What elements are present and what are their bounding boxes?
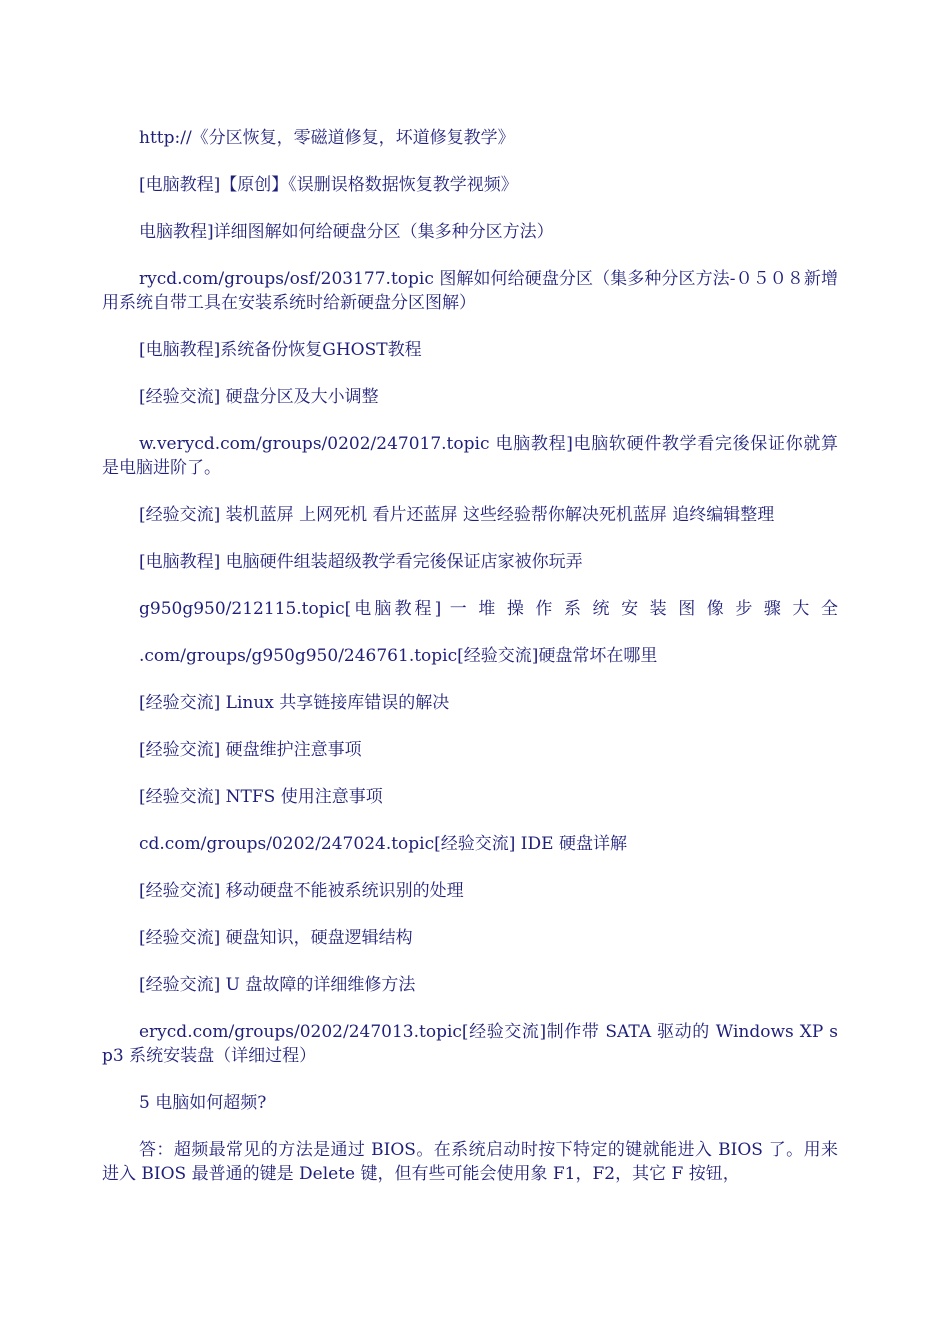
paragraph-5: [电脑教程]系统备份恢复GHOST教程 <box>139 340 422 360</box>
paragraph-12: [经验交流] Linux 共享链接库错误的解决 <box>139 693 450 713</box>
paragraph-19: erycd.com/groups/0202/247013.topic[经验交流]制作带 SATA 驱动的 Windows XP sp3 系统安装盘（详细过程） <box>102 1022 838 1066</box>
paragraph-6: [经验交流] 硬盘分区及大小调整 <box>139 387 379 407</box>
paragraph-3: 电脑教程]详细图解如何给硬盘分区（集多种分区方法） <box>139 222 554 242</box>
paragraph-11: .com/groups/g950g950/246761.topic[经验交流]硬盘常坏在哪里 <box>139 646 658 666</box>
paragraph-7: w.verycd.com/groups/0202/247017.topic 电脑教程]电脑软硬件教学看完後保证你就算是电脑进阶了。 <box>102 434 838 478</box>
paragraph-15: cd.com/groups/0202/247024.topic[经验交流] IDE 硬盘详解 <box>139 834 627 854</box>
paragraph-2: [电脑教程]【原创】《误删误格数据恢复教学视频》 <box>139 175 518 195</box>
paragraph-8: [经验交流] 装机蓝屏 上网死机 看片还蓝屏 这些经验帮你解决死机蓝屏 追终编辑整理 <box>139 505 775 525</box>
paragraph-1: http://《分区恢复，零磁道修复，坏道修复教学》 <box>139 128 515 148</box>
paragraph-17: [经验交流] 硬盘知识，硬盘逻辑结构 <box>139 928 413 948</box>
paragraph-10: g950g950/212115.topic[电脑教程] 一 堆 操 作 系 统 安 装 图 像 步 骤 大 全 <box>139 599 838 619</box>
paragraph-18: [经验交流] U 盘故障的详细维修方法 <box>139 975 416 995</box>
paragraph-13: [经验交流] 硬盘维护注意事项 <box>139 740 362 760</box>
paragraph-4: rycd.com/groups/osf/203177.topic 图解如何给硬盘分区（集多种分区方法-０５０８新增用系统自带工具在安装系统时给新硬盘分区图解） <box>102 269 838 313</box>
document-body <box>102 126 838 1209</box>
paragraph-16: [经验交流] 移动硬盘不能被系统识别的处理 <box>139 881 464 901</box>
paragraph-21: 答：超频最常见的方法是通过 BIOS。在系统启动时按下特定的键就能进入 BIOS 了。用来进入 BIOS 最普通的键是 Delete 键，但有些可能会使用象 F1，F2，其它 F 按钮， <box>102 1140 838 1184</box>
paragraph-20: 5 电脑如何超频? <box>139 1093 267 1113</box>
paragraph-14: [经验交流] NTFS 使用注意事项 <box>139 787 383 807</box>
paragraph-9: [电脑教程] 电脑硬件组装超级教学看完後保证店家被你玩弄 <box>139 552 583 572</box>
